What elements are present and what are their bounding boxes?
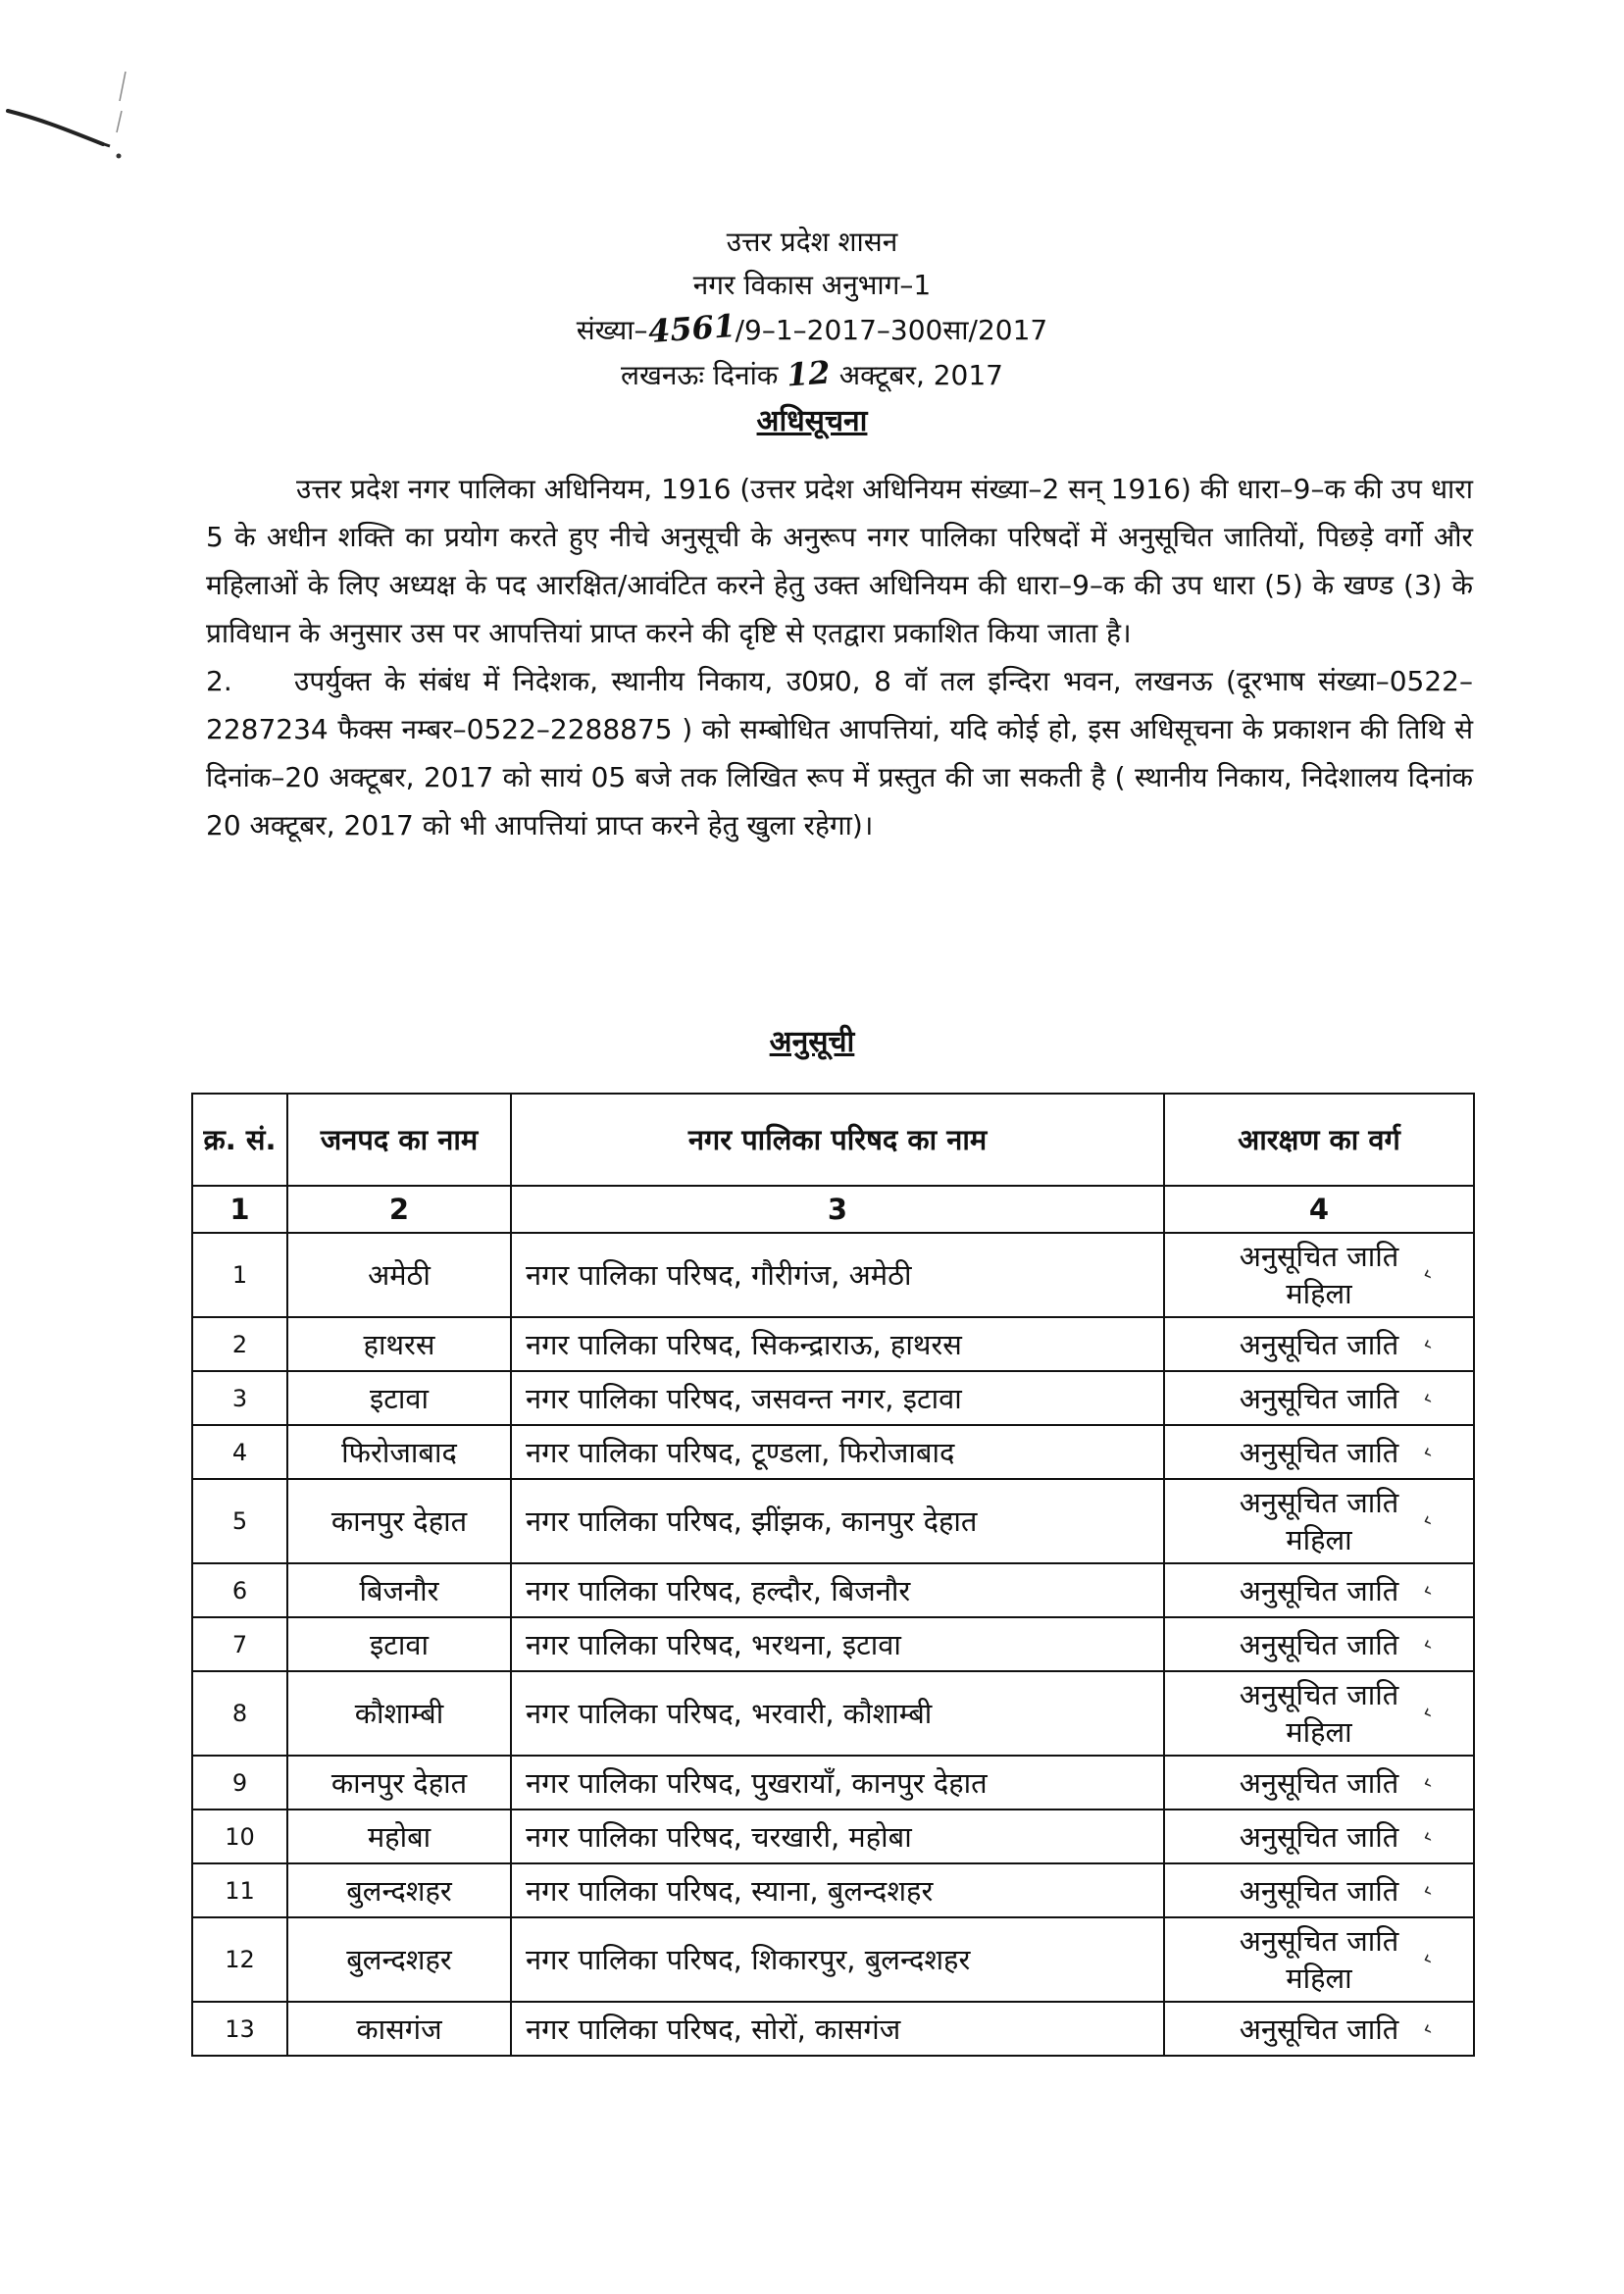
reference-number-handwritten: 4561 [646, 306, 736, 351]
council-cell: नगर पालिका परिषद, सोरों, कासगंज [511, 2002, 1164, 2056]
check-mark-icon: ‹ [1419, 1507, 1437, 1534]
table-column-number-row [192, 1186, 1474, 1233]
reservation-cell [1164, 1671, 1474, 1756]
district-cell: बिजनौर [287, 1563, 511, 1617]
issue-date [0, 352, 1624, 397]
table-row [192, 1425, 1474, 1479]
serial-cell: 4 [192, 1425, 287, 1479]
reservation-cell [1164, 2002, 1474, 2056]
table-row [192, 1563, 1474, 1617]
reservation-text [1239, 2010, 1437, 2048]
reservation-category: अनुसूचित जाति [1239, 1240, 1399, 1273]
reservation-text [1239, 1238, 1437, 1312]
reservation-category: अनुसूचित जाति [1239, 2013, 1399, 2046]
serial-cell: 6 [192, 1563, 287, 1617]
table-row [192, 1756, 1474, 1810]
reservation-cell [1164, 1756, 1474, 1810]
district-cell: कौशाम्बी [287, 1671, 511, 1756]
table-row [192, 1617, 1474, 1671]
council-cell: नगर पालिका परिषद, सिकन्द्राराऊ, हाथरस [511, 1317, 1164, 1371]
serial-cell: 2 [192, 1317, 287, 1371]
check-mark-icon: ‹ [1419, 1261, 1437, 1288]
reservation-text [1239, 1325, 1437, 1363]
reservation-cell [1164, 1617, 1474, 1671]
reservation-gender: महिला [1286, 1523, 1352, 1556]
serial-cell: 8 [192, 1671, 287, 1756]
table-row [192, 1371, 1474, 1425]
reservation-text [1239, 1817, 1437, 1856]
reservation-cell [1164, 1917, 1474, 2002]
govt-name: उत्तर प्रदेश शासन [726, 226, 898, 258]
header-district: जनपद का नाम [287, 1094, 511, 1186]
council-cell: नगर पालिका परिषद, भरथना, इटावा [511, 1617, 1164, 1671]
reservation-cell [1164, 1425, 1474, 1479]
reservation-text [1239, 1571, 1437, 1609]
schedule-table-body [192, 1233, 1474, 2056]
reservation-category: अनुसूचित जाति [1239, 1766, 1399, 1800]
reservation-gender: महिला [1286, 1962, 1352, 1995]
district-cell: फिरोजाबाद [287, 1425, 511, 1479]
header-serial: क्र. सं. [192, 1094, 287, 1186]
check-mark-icon: ‹ [1419, 2015, 1437, 2042]
council-cell: नगर पालिका परिषद, चरखारी, महोबा [511, 1810, 1164, 1863]
district-cell: अमेठी [287, 1233, 511, 1317]
serial-cell: 1 [192, 1233, 287, 1317]
table-row [192, 2002, 1474, 2056]
district-cell: इटावा [287, 1371, 511, 1425]
serial-cell: 5 [192, 1479, 287, 1563]
reservation-cell [1164, 1563, 1474, 1617]
serial-cell: 10 [192, 1810, 287, 1863]
reservation-category: अनुसूचित जाति [1239, 1486, 1399, 1519]
section-name: नगर विकास अनुभाग–1 [692, 269, 932, 301]
table-row [192, 1917, 1474, 2002]
column-number: 4 [1164, 1186, 1474, 1233]
check-mark-icon: ‹ [1419, 1769, 1437, 1796]
scan-pen-mark-icon [0, 54, 167, 172]
serial-cell: 12 [192, 1917, 287, 2002]
district-cell: इटावा [287, 1617, 511, 1671]
check-mark-icon: ‹ [1419, 1385, 1437, 1411]
issue-date-prefix: लखनऊः दिनांक [621, 359, 779, 391]
district-cell: कासगंज [287, 2002, 511, 2056]
reservation-cell [1164, 1233, 1474, 1317]
council-cell: नगर पालिका परिषद, गौरीगंज, अमेठी [511, 1233, 1164, 1317]
header-reservation: आरक्षण का वर्ग [1164, 1094, 1474, 1186]
serial-cell: 11 [192, 1863, 287, 1917]
check-mark-icon: ‹ [1419, 1823, 1437, 1850]
reference-number-prefix: संख्या– [576, 314, 648, 346]
reservation-category: अनुसूचित जाति [1239, 1820, 1399, 1854]
notification-title: अधिसूचना [756, 404, 868, 438]
reference-number-suffix: /9–1–2017–300सा/2017 [735, 314, 1048, 346]
serial-cell: 13 [192, 2002, 287, 2056]
reservation-cell [1164, 1371, 1474, 1425]
reservation-gender: महिला [1286, 1277, 1352, 1310]
reservation-category: अनुसूचित जाति [1239, 1678, 1399, 1711]
table-row [192, 1317, 1474, 1371]
council-cell: नगर पालिका परिषद, झींझक, कानपुर देहात [511, 1479, 1164, 1563]
schedule-title: अनुसूची [769, 1025, 855, 1059]
issue-date-handwritten: 12 [786, 353, 833, 394]
reservation-text [1239, 1763, 1437, 1802]
header-council: नगर पालिका परिषद का नाम [511, 1094, 1164, 1186]
reservation-category: अनुसूचित जाति [1239, 1436, 1399, 1469]
district-cell: महोबा [287, 1810, 511, 1863]
table-row [192, 1863, 1474, 1917]
check-mark-icon: ‹ [1419, 1439, 1437, 1465]
district-cell: कानपुर देहात [287, 1479, 511, 1563]
check-mark-icon: ‹ [1419, 1946, 1437, 1972]
column-number: 2 [287, 1186, 511, 1233]
serial-cell: 3 [192, 1371, 287, 1425]
table-row [192, 1479, 1474, 1563]
document-header [0, 221, 1624, 446]
serial-cell: 9 [192, 1756, 287, 1810]
reservation-category: अनुसूचित जाति [1239, 1574, 1399, 1607]
council-cell: नगर पालिका परिषद, स्याना, बुलन्दशहर [511, 1863, 1164, 1917]
column-number: 3 [511, 1186, 1164, 1233]
reference-number [0, 307, 1624, 352]
reservation-text [1239, 1871, 1437, 1910]
reservation-text [1239, 1433, 1437, 1471]
reservation-category: अनुसूचित जाति [1239, 1874, 1399, 1908]
table-row [192, 1810, 1474, 1863]
reservation-cell [1164, 1317, 1474, 1371]
reservation-cell [1164, 1863, 1474, 1917]
column-number: 1 [192, 1186, 287, 1233]
council-cell: नगर पालिका परिषद, हल्दौर, बिजनौर [511, 1563, 1164, 1617]
serial-cell: 7 [192, 1617, 287, 1671]
table-row [192, 1233, 1474, 1317]
reservation-text [1239, 1379, 1437, 1417]
council-cell: नगर पालिका परिषद, टूण्डला, फिरोजाबाद [511, 1425, 1164, 1479]
table-header-row [192, 1094, 1474, 1186]
paragraph-1: उत्तर प्रदेश नगर पालिका अधिनियम, 1916 (उत्तर प्रदेश अधिनियम संख्या–2 सन् 1916) की धारा–9–क की उप धारा 5 के अधीन शक्ति का प्रयोग करते हुए नीचे अनुसूची के अनुरूप नगर पालिका परिषदों में अनुसूचित जातियों, पिछड़े वर्गो और महिलाओं के लिए अध्यक्ष के पद आरक्षित/आवंटित करने हेतु उक्त अधिनियम की धारा–9–क की उप धारा (5) के खण्ड (3) के प्राविधान के अनुसार उस पर आपत्तियां प्राप्त करने की दृष्टि से एतद्वारा प्रकाशित किया जाता है। [206, 473, 1473, 649]
table-row [192, 1671, 1474, 1756]
district-cell: बुलन्दशहर [287, 1917, 511, 2002]
district-cell: कानपुर देहात [287, 1756, 511, 1810]
reservation-cell [1164, 1479, 1474, 1563]
check-mark-icon: ‹ [1419, 1331, 1437, 1357]
reservation-text [1239, 1484, 1437, 1558]
schedule-table [191, 1093, 1475, 2057]
council-cell: नगर पालिका परिषद, शिकारपुर, बुलन्दशहर [511, 1917, 1164, 2002]
reservation-category: अनुसूचित जाति [1239, 1382, 1399, 1415]
district-cell: हाथरस [287, 1317, 511, 1371]
reservation-category: अनुसूचित जाति [1239, 1628, 1399, 1661]
reservation-category: अनुसूचित जाति [1239, 1328, 1399, 1361]
reservation-text [1239, 1625, 1437, 1663]
check-mark-icon: ‹ [1419, 1700, 1437, 1726]
reservation-cell [1164, 1810, 1474, 1863]
reservation-text [1239, 1676, 1437, 1751]
council-cell: नगर पालिका परिषद, जसवन्त नगर, इटावा [511, 1371, 1164, 1425]
paragraph-2-text: उपर्युक्त के संबंध में निदेशक, स्थानीय निकाय, उ0प्र0, 8 वॉ तल इन्दिरा भवन, लखनऊ (दूरभाष संख्या–0522–2287234 फैक्स नम्बर–0522–2288875 ) को सम्बोधित आपत्तियां, यदि कोई हो, इस अधिसूचना के प्रकाशन की तिथि से दिनांक–20 अक्टूबर, 2017 को सायं 05 बजे तक लिखित रूप में प्रस्तुत की जा सकती है ( स्थानीय निकाय, निदेशालय दिनांक 20 अक्टूबर, 2017 को भी आपत्तियां प्राप्त करने हेतु खुला रहेगा)। [206, 665, 1473, 841]
district-cell: बुलन्दशहर [287, 1863, 511, 1917]
paragraph-2-number: 2. [206, 665, 232, 697]
reservation-category: अनुसूचित जाति [1239, 1924, 1399, 1958]
check-mark-icon: ‹ [1419, 1631, 1437, 1657]
council-cell: नगर पालिका परिषद, भरवारी, कौशाम्बी [511, 1671, 1164, 1756]
issue-date-suffix: अक्टूबर, 2017 [838, 359, 1003, 391]
check-mark-icon: ‹ [1419, 1577, 1437, 1604]
check-mark-icon: ‹ [1419, 1877, 1437, 1904]
notification-body [206, 465, 1473, 849]
reservation-text [1239, 1922, 1437, 1997]
reservation-gender: महिला [1286, 1715, 1352, 1749]
council-cell: नगर पालिका परिषद, पुखरायाँ, कानपुर देहात [511, 1756, 1164, 1810]
paragraph-2 [206, 657, 1473, 849]
